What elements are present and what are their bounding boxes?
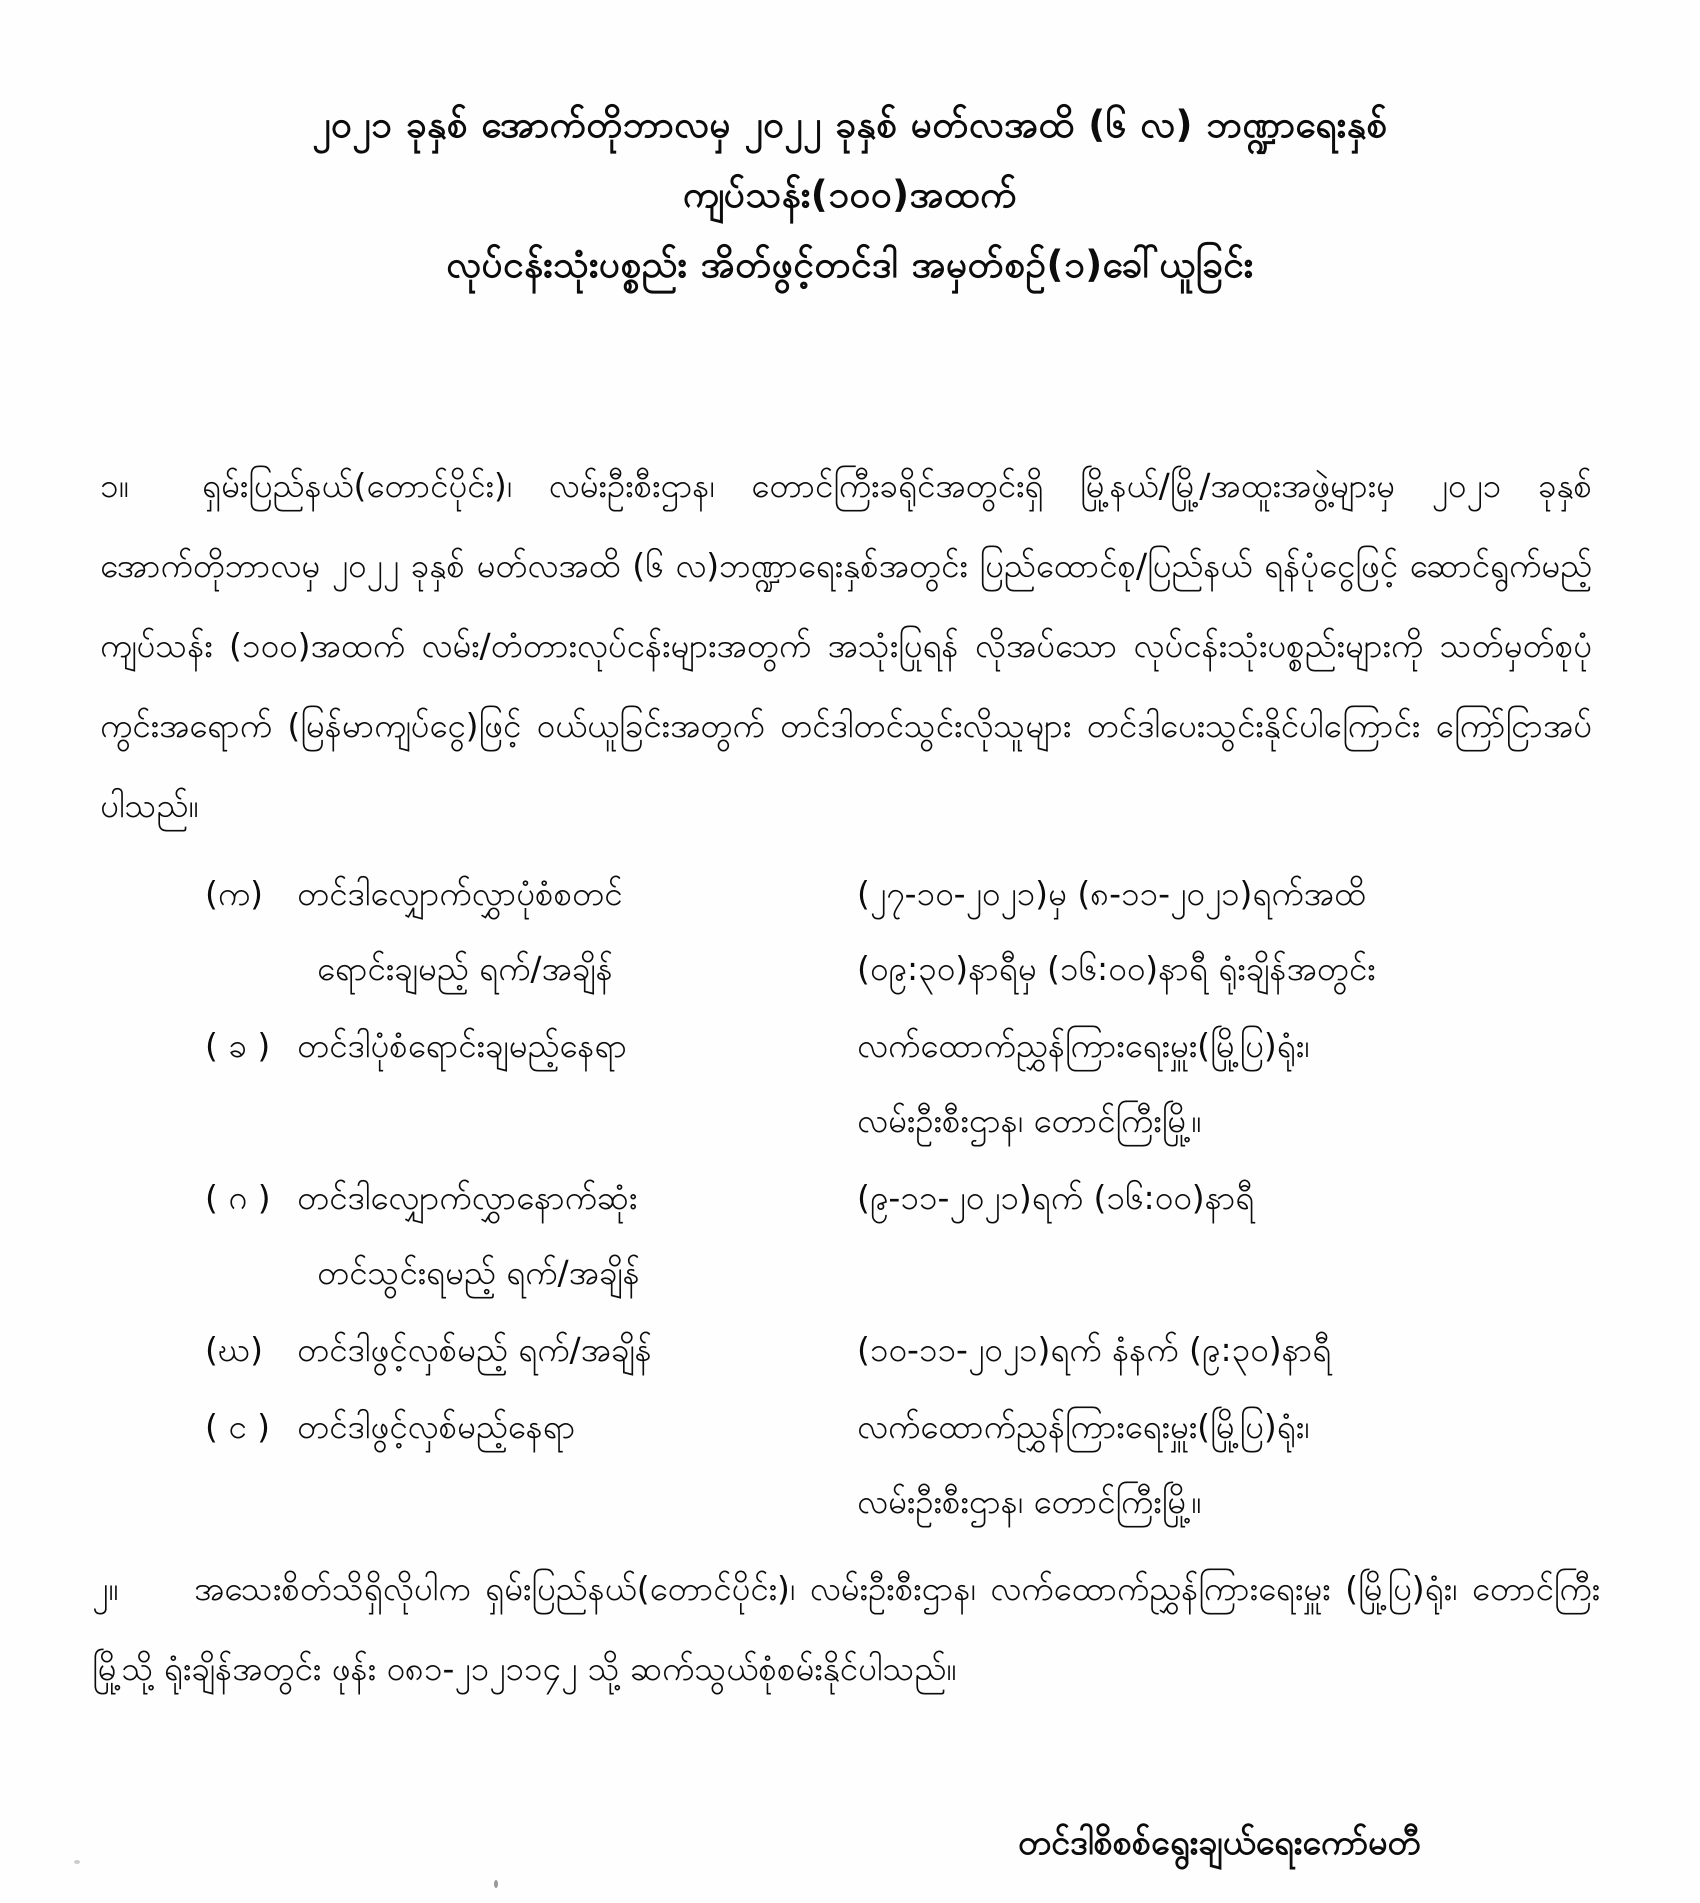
paragraph-2-text: အသေးစိတ်သိရှိလိုပါက ရှမ်းပြည်နယ်(တောင်ပိုင်း)၊ လမ်းဦးစီးဌာန၊ လက်ထောက်ညွှန်ကြားရေးမှူး (မြို့ပြ)ရုံး၊ တောင်ကြီးမြို့သို့ ရုံးချိန်အတွင်း ဖုန်း ၀၈၁-၂၁၂၁၁၄၂ သို့ ဆက်သွယ်စုံစမ်းနိုင်ပါသည်။: [92, 1569, 1600, 1688]
detail-row-ga: [205, 1160, 1640, 1310]
detail-marker: (ဃ): [205, 1330, 263, 1369]
detail-value: [857, 1160, 1640, 1235]
detail-value: [857, 1389, 1640, 1539]
detail-value-line: လက်ထောက်ညွှန်ကြားရေးမှူး(မြို့ပြ)ရုံး၊: [857, 1026, 1310, 1065]
detail-row-ka: [205, 856, 1640, 1006]
detail-value: [857, 1312, 1640, 1387]
detail-row-kha: [205, 1008, 1640, 1158]
detail-value-line: (၁၀-၁၁-၂၀၂၁)ရက် နံနက် (၉:၃၀)နာရီ: [857, 1330, 1332, 1369]
detail-label: [297, 1389, 857, 1464]
detail-label-line: တင်ဒါပုံစံရောင်းချမည့်နေရာ: [297, 1026, 627, 1065]
detail-row-gha: [205, 1312, 1640, 1387]
detail-value-line: (၉-၁၁-၂၀၂၁)ရက် (၁၆:၀၀)နာရီ: [857, 1178, 1255, 1217]
signature-line: တင်ဒါစိစစ်ရွေးချယ်ရေးကော်မတီ: [1018, 1823, 1421, 1863]
title-line-3: လုပ်ငန်းသုံးပစ္စည်း အိတ်ဖွင့်တင်ဒါ အမှတ်စဉ်(၁)ခေါ်ယူခြင်း: [446, 243, 1254, 286]
detail-value-line: လမ်းဦးစီးဌာန၊ တောင်ကြီးမြို့။: [857, 1482, 1202, 1521]
title-line-1: ၂၀၂၁ ခုနှစ် အောက်တိုဘာလမှ ၂၀၂၂ ခုနှစ် မတ်လအထိ (၆ လ) ဘဏ္ဍာရေးနှစ်: [312, 103, 1388, 146]
tender-details-list: [205, 856, 1640, 1539]
detail-label-line: တင်ဒါလျှောက်လွှာနောက်ဆုံး: [297, 1178, 638, 1217]
detail-value-line: လမ်းဦးစီးဌာန၊ တောင်ကြီးမြို့။: [857, 1101, 1202, 1140]
title-line-2: ကျပ်သန်း(၁၀၀)အထက်: [682, 173, 1018, 216]
scan-speck: [74, 1860, 80, 1864]
detail-marker: ( င ): [205, 1407, 271, 1446]
detail-label: [297, 856, 857, 1006]
detail-marker: ( ခ ): [205, 1026, 271, 1065]
detail-marker: (က): [205, 874, 264, 913]
detail-label: [297, 1008, 857, 1083]
detail-label-line: တင်ဒါလျှောက်လွှာပုံစံစတင်: [297, 874, 623, 913]
detail-marker: ( ဂ ): [205, 1178, 271, 1217]
detail-label: [297, 1312, 857, 1387]
detail-label-line: တင်ဒါဖွင့်လှစ်မည့် ရက်/အချိန်: [297, 1330, 652, 1369]
detail-value: [857, 856, 1640, 1006]
paragraph-2: [92, 1549, 1600, 1709]
detail-label-line: တင်ဒါဖွင့်လှစ်မည့်နေရာ: [297, 1407, 576, 1446]
detail-value: [857, 1008, 1640, 1158]
paragraph-1-number: ၁။: [100, 466, 129, 505]
paragraph-2-number: ၂။: [92, 1569, 119, 1608]
document-title: [0, 0, 1700, 300]
detail-row-nga: [205, 1389, 1640, 1539]
detail-label: [297, 1160, 857, 1310]
detail-value-line: လက်ထောက်ညွှန်ကြားရေးမှူး(မြို့ပြ)ရုံး၊: [857, 1407, 1310, 1446]
detail-label-line: ရောင်းချမည့် ရက်/အချိန်: [317, 949, 613, 988]
scan-speck: [494, 1880, 498, 1888]
detail-label-line: တင်သွင်းရမည့် ရက်/အချိန်: [317, 1253, 640, 1292]
detail-value-line: (၀၉:၃၀)နာရီမှ (၁၆:၀၀)နာရီ ရုံးချိန်အတွင်း: [857, 949, 1376, 988]
paragraph-1: [100, 446, 1592, 846]
detail-value-line: (၂၇-၁၀-၂၀၂၁)မှ (၈-၁၁-၂၀၂၁)ရက်အထိ: [857, 874, 1366, 913]
paragraph-1-text: ရှမ်းပြည်နယ်(တောင်ပိုင်း)၊ လမ်းဦးစီးဌာန၊ တောင်ကြီးခရိုင်အတွင်းရှိ မြို့နယ်/မြို့/အထူးအဖွဲ့များမှ ၂၀၂၁ ခုနှစ် အောက်တိုဘာလမှ ၂၀၂၂ ခုနှစ် မတ်လအထိ (၆ လ)ဘဏ္ဍာရေးနှစ်အတွင်း ပြည်ထောင်စု/ပြည်နယ် ရန်ပုံငွေဖြင့် ဆောင်ရွက်မည့် ကျပ်သန်း (၁၀၀)အထက် လမ်း/တံတားလုပ်ငန်းများအတွက် အသုံးပြုရန် လိုအပ်သော လုပ်ငန်းသုံးပစ္စည်းများကို သတ်မှတ်စုပုံကွင်းအရောက် (မြန်မာကျပ်ငွေ)ဖြင့် ဝယ်ယူခြင်းအတွက် တင်ဒါတင်သွင်းလိုသူများ တင်ဒါပေးသွင်းနိုင်ပါကြောင်း ကြော်ငြာအပ်ပါသည်။: [100, 466, 1592, 825]
